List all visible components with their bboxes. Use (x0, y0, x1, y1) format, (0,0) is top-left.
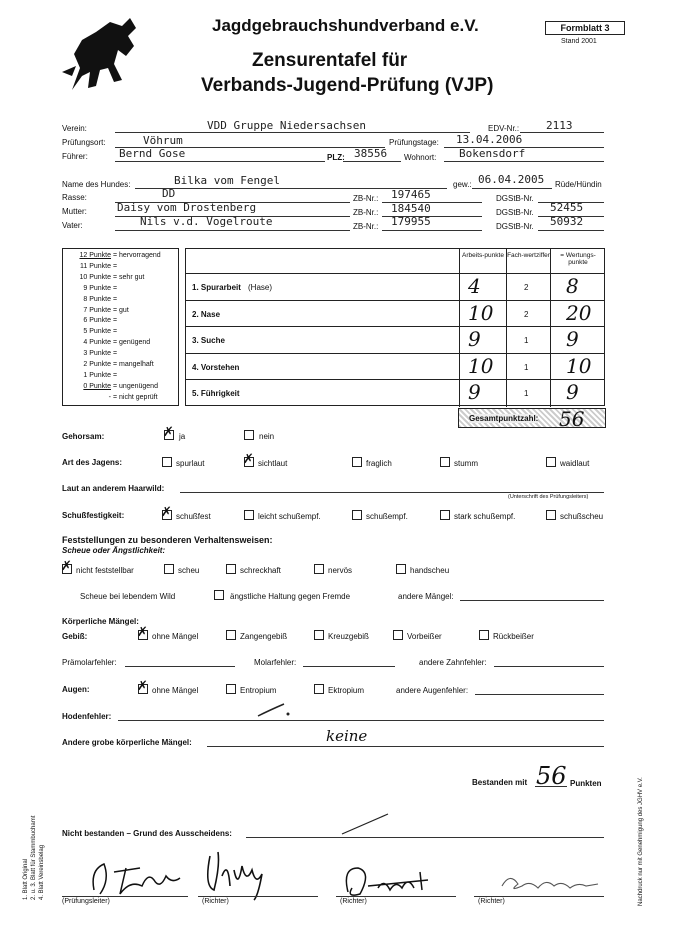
zb2-label: ZB-Nr.: (353, 208, 379, 217)
praemolar-label: Prämolarfehler: (62, 658, 117, 667)
grade-row (186, 326, 604, 352)
fest-haltung: ängstliche Haltung gegen Fremde (230, 592, 351, 601)
signature-leiter (80, 850, 190, 900)
koerper-title: Körperliche Mängel: (62, 617, 139, 626)
fach-value: 2 (524, 283, 529, 292)
augen-checkbox[interactable] (314, 684, 324, 694)
zb3-value: 179955 (391, 215, 431, 228)
points-scale (62, 248, 179, 406)
scale-row: 10 Punkte = sehr gut (79, 273, 145, 281)
vater-label: Vater: (62, 221, 83, 230)
org-name: Jagdgebrauchshundverband e.V. (212, 16, 479, 35)
arbeit-value: 9 (468, 380, 481, 404)
fest-label: nicht feststellbar (76, 566, 134, 575)
dgstb3-label: DGStB-Nr. (496, 222, 534, 231)
gesamt-box (458, 407, 606, 431)
gesamt-value: 56 (559, 407, 585, 431)
scale-row: - = nicht geprüft (108, 393, 158, 401)
hoden-label: Hodenfehler: (62, 712, 112, 721)
schuss-label: stark schußempf. (454, 512, 516, 521)
jagen-label: Art des Jagens: (62, 458, 123, 467)
jagen-checkbox[interactable] (352, 457, 362, 467)
fest-label: handscheu (410, 566, 450, 575)
scale-row: 5 Punkte = (83, 328, 118, 336)
jagen-label: spurlaut (176, 459, 205, 468)
sex-label: Rüde/Hündin (555, 180, 602, 189)
jagen-label: sichtlaut (258, 459, 288, 468)
wertung-value: 8 (566, 274, 579, 298)
grade-name: 5. Führigkeit (192, 389, 240, 398)
zb3-label: ZB-Nr.: (353, 222, 379, 231)
edv-label: EDV-Nr.: (488, 124, 520, 133)
schuss-checkbox[interactable] (352, 510, 362, 520)
plz-label: PLZ: (327, 153, 345, 162)
augen-checkbox[interactable] (226, 684, 236, 694)
grade-row (186, 300, 604, 326)
scale-row: 7 Punkte = gut (83, 306, 129, 314)
mutter-label: Mutter: (62, 207, 87, 216)
augen-label: Entropium (240, 686, 277, 695)
nicht-label: Nicht bestanden – Grund des Ausscheidens: (62, 829, 232, 838)
grobe-value: keine (326, 727, 368, 745)
fach-value: 1 (524, 336, 529, 345)
title-line1: Zensurentafel für (252, 50, 408, 71)
gehorsam-nein-label: nein (259, 432, 275, 441)
scale-row: 2 Punkte = mangelhaft (83, 361, 154, 369)
side-left: 1. Blatt Original 2. u. 3. Blatt für Stammbuchamt 4. Blatt Vereinsbelag (23, 815, 45, 900)
jagen-checkbox[interactable] (546, 457, 556, 467)
gehorsam-label: Gehorsam: (62, 432, 105, 441)
scale-row: 12 Punkte = hervorragend (79, 252, 161, 259)
augen-label: Ektropium (328, 686, 365, 695)
fuehrer-label: Führer: (62, 152, 88, 161)
gebiss-checkbox[interactable] (314, 630, 324, 640)
fest-wild: Scheue bei lebendem Wild (80, 592, 176, 601)
grade-row: 1. Spurarbeit (Hase) 4 2 8 (186, 273, 604, 299)
laut-label: Laut an anderem Haarwild: (62, 484, 165, 493)
laut-sig-label: (Unterschrift des Prüfungsleiters) (508, 494, 589, 500)
dgstb2-label: DGStB-Nr. (496, 208, 534, 217)
schuss-label: schußfest (176, 512, 211, 521)
fest-sub: Scheue oder Ängstlichkeit: (62, 546, 166, 555)
plz-value: 38556 (354, 147, 388, 160)
scale-row: 11 Punkte = (79, 262, 118, 270)
gehorsam-ja-label: ja (179, 432, 186, 441)
rasse-value: DD (162, 187, 176, 200)
tage-label: Prüfungstage: (389, 138, 439, 147)
schuss-checkbox[interactable] (440, 510, 450, 520)
grade-name: 2. Nase (192, 309, 221, 319)
fest-checkbox[interactable] (226, 564, 236, 574)
arbeit-value: 9 (468, 327, 481, 351)
jghv-logo (52, 10, 144, 102)
scale-row: 3 Punkte = (83, 350, 118, 358)
fest-checkbox[interactable] (314, 564, 324, 574)
gebiss-checkbox[interactable] (393, 630, 403, 640)
fuehrer-value: Bernd Gose (119, 147, 186, 160)
gebiss-label: Rückbeißer (493, 632, 534, 641)
zb1-value: 197465 (391, 188, 431, 201)
grades-table (185, 248, 605, 406)
bestanden-post: Punkten (570, 779, 602, 788)
mutter-value: Daisy vom Drostenberg (117, 201, 257, 214)
augen-andere-label: andere Augenfehler: (396, 686, 469, 695)
schuss-checkbox[interactable] (546, 510, 556, 520)
dgstb3-value: 50932 (550, 215, 584, 228)
fest-label: scheu (178, 566, 200, 575)
scale-row: 0 Punkte = ungenügend (83, 382, 158, 390)
fest-label: nervös (328, 566, 353, 575)
sig-richter3-label: (Richter) (478, 898, 505, 905)
gebiss-label: Gebiß: (62, 632, 88, 641)
fest-wild-checkbox[interactable] (214, 590, 224, 600)
form-badge: Formblatt 3 (545, 21, 625, 35)
gesamt-label: Gesamtpunktzahl: (469, 414, 539, 423)
jagen-label: waidlaut (560, 459, 590, 468)
col-arbeit: Arbeits-punkte (462, 252, 504, 259)
col-wertung: = Wertungs-punkte (560, 252, 596, 266)
schuss-label: leicht schußempf. (258, 512, 321, 521)
dogname-label: Name des Hundes: (62, 180, 131, 189)
gebiss-label: Vorbeißer (407, 632, 442, 641)
gebiss-checkbox[interactable] (479, 630, 489, 640)
tage-value: 13.04.2006 (456, 133, 523, 146)
fach-value: 1 (524, 389, 529, 398)
verein-value: VDD Gruppe Niedersachsen (207, 119, 366, 132)
gew-label: gew.: (453, 180, 472, 189)
fach-value: 1 (524, 362, 529, 372)
arbeit-value: 10 (468, 353, 494, 378)
fach-value: 2 (524, 309, 529, 319)
bestanden-pre: Bestanden mit (472, 778, 528, 787)
zb1-label: ZB-Nr.: (353, 194, 379, 203)
arbeit-value: 10 (468, 300, 494, 325)
scale-row: 4 Punkte = genügend (83, 339, 151, 347)
sig-richter1-label: (Richter) (202, 898, 229, 905)
signature-richter3 (494, 864, 604, 898)
dgstb1-label: DGStB-Nr. (496, 194, 534, 203)
gebiss-label: Zangengebiß (240, 632, 288, 641)
bestanden-value: 56 (536, 762, 567, 790)
sig-richter2-label: (Richter) (340, 898, 367, 905)
augen-label: Augen: (62, 685, 90, 694)
scale-row: 1 Punkte = (83, 371, 118, 379)
arbeit-value: 4 (468, 274, 481, 298)
fest-andere: andere Mängel: (398, 592, 454, 601)
dgstb2-value: 52455 (550, 201, 584, 214)
grade-name: 3. Suche (192, 336, 225, 345)
col-fach: Fach-wertziffer (507, 252, 550, 259)
dogname-value: Bilka vom Fengel (174, 174, 280, 187)
jagen-label: stumm (454, 459, 478, 468)
gew-value: 06.04.2005 (478, 173, 545, 186)
grobe-label: Andere grobe körperliche Mängel: (62, 738, 192, 747)
edv-value: 2113 (546, 119, 573, 132)
side-right: Nachdruck nur mit Genehmigung des JGHV e.V. (638, 777, 644, 906)
ort-value: Vöhrum (143, 134, 183, 147)
jagen-checkbox[interactable] (440, 457, 450, 467)
wertung-value: 20 (566, 300, 592, 325)
jagen-label: fraglich (366, 459, 392, 468)
fest-title: Feststellungen zu besonderen Verhaltensweisen: (62, 535, 273, 545)
grade-name: 1. Spurarbeit (192, 283, 241, 292)
stand-label: Stand 2001 (561, 38, 597, 45)
wertung-value: 9 (566, 380, 579, 404)
fest-checkbox[interactable] (396, 564, 406, 574)
ort-label: Prüfungsort: (62, 138, 106, 147)
schuss-checkbox[interactable] (244, 510, 254, 520)
wertung-value: 9 (566, 327, 579, 351)
zahn-label: andere Zahnfehler: (419, 658, 487, 667)
grade-name: 4. Vorstehen (192, 362, 240, 372)
schuss-label: schußempf. (366, 512, 408, 521)
schuss-label: Schußfestigkeit: (62, 511, 125, 520)
verein-label: Verein: (62, 124, 87, 133)
wohnort-label: Wohnort: (404, 153, 437, 162)
scale-row: 9 Punkte = (83, 284, 118, 292)
fest-checkbox[interactable] (164, 564, 174, 574)
jagen-checkbox[interactable] (162, 457, 172, 467)
gebiss-label: ohne Mängel (152, 632, 199, 641)
augen-label: ohne Mängel (152, 686, 199, 695)
wohnort-value: Bokensdorf (459, 147, 526, 160)
wertung-value: 10 (566, 353, 592, 378)
grade-row (186, 379, 604, 405)
sig-leiter-label: (Prüfungsleiter) (62, 898, 110, 905)
title-line2: Verbands-Jugend-Prüfung (VJP) (201, 75, 494, 96)
schuss-label: schußscheu (560, 512, 604, 521)
fest-label: schreckhaft (240, 566, 281, 575)
grade-row (186, 353, 604, 379)
gebiss-checkbox[interactable] (226, 630, 236, 640)
signature-richter1 (200, 846, 270, 902)
gehorsam-nein-checkbox[interactable] (244, 430, 254, 440)
gebiss-label: Kreuzgebiß (328, 632, 369, 641)
molar-label: Molarfehler: (254, 658, 297, 667)
scale-row: 6 Punkte = (83, 317, 118, 325)
vater-value: Nils v.d. Vogelroute (140, 215, 273, 228)
rasse-label: Rasse: (62, 193, 87, 202)
zb2-value: 184540 (391, 202, 431, 215)
scale-row: 8 Punkte = (83, 295, 118, 303)
